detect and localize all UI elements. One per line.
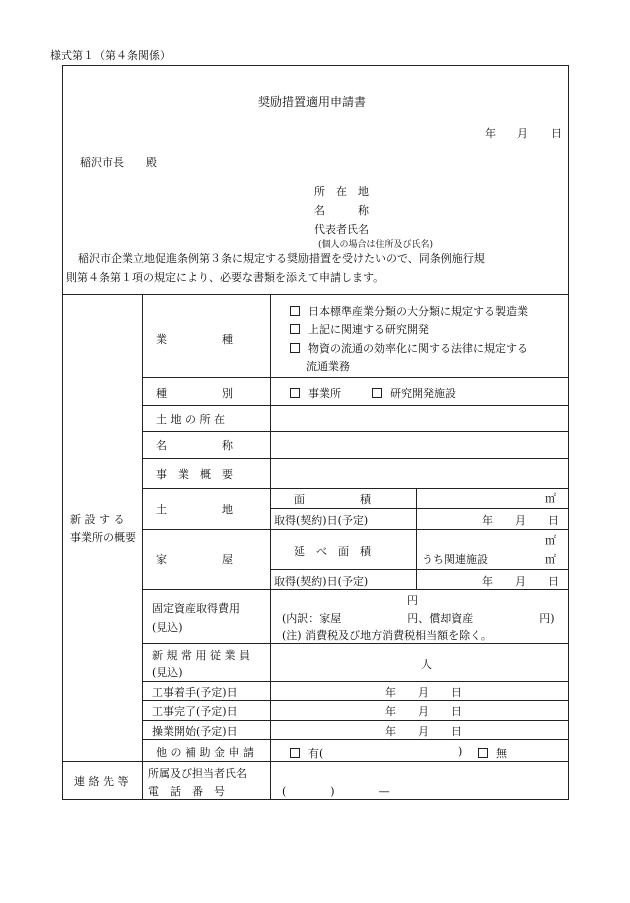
land-location-label: 土 地 の 所 在 [156, 413, 225, 426]
other-subsidy-yes[interactable]: 有( [290, 745, 323, 761]
applicant-address-label: 所 在 地 [314, 185, 369, 198]
fixed-asset-cost-estimate: (見込) [152, 621, 183, 634]
application-text-line2: 則第４条第１項の規定により、必要な書類を添えて申請します。 [66, 271, 385, 284]
contact-label: 連 絡 先 等 [74, 775, 129, 788]
new-employees-unit: 人 [421, 658, 432, 671]
construction-start-label: 工事着手(予定)日 [152, 686, 238, 699]
other-subsidy-no[interactable]: 無 [478, 745, 507, 761]
date-month: 月 [517, 127, 528, 140]
related-facility-unit: ㎡ [545, 553, 556, 566]
applicant-note: (個人の場合は住所及び氏名) [318, 240, 434, 250]
construction-start-date: 年 月 日 [385, 686, 462, 699]
floor-area-unit: ㎡ [545, 534, 556, 547]
checkbox-icon[interactable] [478, 748, 488, 758]
checkbox-icon[interactable] [290, 324, 300, 334]
date-day: 日 [551, 127, 562, 140]
applicant-representative-label: 代表者氏名 [314, 223, 369, 236]
form-frame [62, 65, 569, 800]
type-option-rnd[interactable]: 研究開発施設 [372, 385, 456, 401]
other-subsidy-close-paren: ) [458, 745, 463, 758]
fixed-asset-breakdown: (内訳：家屋 円、償却資産 円) [282, 612, 555, 625]
form-title: 奨励措置適用申請書 [258, 95, 367, 109]
fixed-asset-cost-unit: 円 [407, 594, 418, 607]
addressee: 稲沢市長 殿 [80, 156, 157, 169]
phone-label: 電 話 番 号 [148, 785, 225, 798]
section-label-line1: 新 設 す る [70, 513, 125, 526]
type-option-office[interactable]: 事業所 [290, 385, 341, 401]
industry-option-logistics-cont: 流通業務 [306, 360, 350, 373]
other-subsidy-label: 他 の 補 助 金 申 請 [156, 746, 254, 759]
applicant-name-label: 名 称 [314, 204, 369, 217]
industry-option-research[interactable]: 上記に関連する研究開発 [290, 321, 429, 337]
checkbox-icon[interactable] [290, 343, 300, 353]
building-label: 家 屋 [156, 553, 233, 566]
type-label: 種 別 [156, 387, 233, 400]
land-label: 土 地 [156, 503, 233, 516]
land-area-unit: ㎡ [545, 492, 556, 505]
section-label-line2: 事業所の概要 [70, 531, 136, 544]
fixed-asset-cost-label: 固定資産取得費用 [152, 602, 240, 615]
phone-format: ( ) — [282, 785, 390, 798]
fixed-asset-note: (注) 消費税及び地方消費税相当額を除く。 [282, 629, 492, 642]
industry-label: 業 種 [156, 333, 233, 346]
land-acquisition-date: 年 月 日 [482, 514, 559, 527]
land-acquisition-date-label: 取得(契約)日(予定) [274, 514, 369, 527]
related-facility-label: うち関連施設 [422, 553, 488, 566]
checkbox-icon[interactable] [372, 388, 382, 398]
name-label: 名 称 [156, 439, 233, 452]
building-acquisition-date: 年 月 日 [482, 575, 559, 588]
contact-person-label: 所属及び担当者氏名 [148, 767, 247, 780]
floor-area-label: 延 べ 面 積 [294, 545, 371, 558]
date-year: 年 [485, 127, 496, 140]
operation-start-date: 年 月 日 [385, 725, 462, 738]
industry-option-logistics[interactable]: 物資の流通の効率化に関する法律に規定する [290, 340, 528, 356]
construction-end-date: 年 月 日 [385, 705, 462, 718]
application-text-line1: 稲沢市企業立地促進条例第３条に規定する奨励措置を受けたいので、同条例施行規 [78, 252, 485, 265]
checkbox-icon[interactable] [290, 748, 300, 758]
checkbox-icon[interactable] [290, 388, 300, 398]
building-acquisition-date-label: 取得(契約)日(予定) [274, 575, 369, 588]
business-overview-label: 事 業 概 要 [156, 468, 233, 481]
new-employees-estimate: (見込) [152, 666, 183, 679]
industry-option-manufacturing[interactable]: 日本標準産業分類の大分類に規定する製造業 [290, 303, 528, 319]
checkbox-icon[interactable] [290, 306, 300, 316]
construction-end-label: 工事完了(予定)日 [152, 705, 238, 718]
operation-start-label: 操業開始(予定)日 [152, 725, 238, 738]
land-area-label: 面 積 [294, 493, 371, 506]
form-reference: 様式第１（第４条関係） [50, 49, 171, 62]
new-employees-label: 新 規 常 用 従 業 員 [152, 649, 250, 662]
